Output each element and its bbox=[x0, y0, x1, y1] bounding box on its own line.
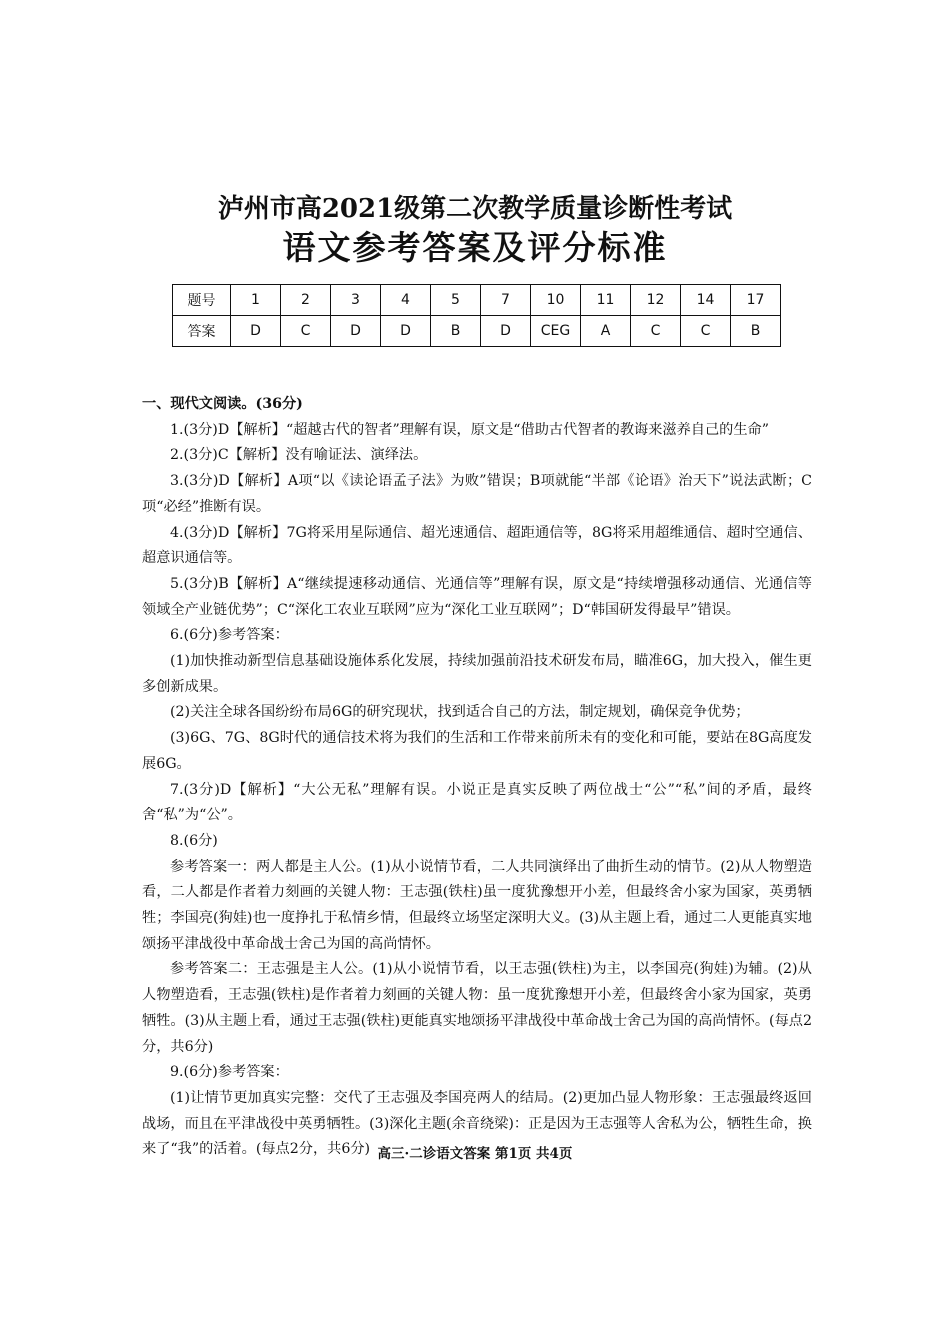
question-number: 10 bbox=[531, 285, 581, 316]
answer-cell: D bbox=[331, 316, 381, 347]
question-number: 5 bbox=[431, 285, 481, 316]
row-label-answer: 答案 bbox=[173, 316, 231, 347]
answer-paragraph: (2)关注全球各国纷纷布局6G的研究现状，找到适合自己的方法，制定规划，确保竞争优势； bbox=[170, 704, 750, 721]
answer-paragraph: (1)让情节更加真实完整：交代了王志强及李国亮两人的结局。(2)更加凸显人物形象：王志强最终返回战场，而且在平津战役中英勇牺牲。(3)深化主题(余音绕梁)：正是因为王志强等人舍私为公，牺牲生命，换来了“我”的活着。(每点2分，共6分) bbox=[142, 1089, 812, 1158]
question-number: 3 bbox=[331, 285, 381, 316]
answer-cell: A bbox=[581, 316, 631, 347]
answer-paragraph: (1)加快推动新型信息基础设施体系化发展，持续加强前沿技术研发布局，瞄准6G，加大投入，催生更多创新成果。 bbox=[142, 653, 812, 695]
answer-paragraph: 3.(3分)D【解析】A项“以《读论语孟子法》为败”错误；B项就能“半部《论语》治天下”说法武断；C项“必经”推断有误。 bbox=[142, 473, 812, 515]
answer-paragraph: 参考答案一：两人都是主人公。(1)从小说情节看，二人共同演绎出了曲折生动的情节。(2)从人物塑造看，二人都是作者着力刻画的关键人物：王志强(铁柱)虽一度犹豫想开小差，但最终舍小家为国家，英勇牺牲；李国亮(狗娃)也一度挣扎于私情乡情，但最终立场坚定深明大义。(3)从主题上看，通过二人更能真实地颂扬平津战役中革命战士舍己为国的高尚情怀。 bbox=[142, 858, 812, 952]
section-heading: 一、现代文阅读。(36分) bbox=[142, 396, 303, 412]
answer-cell: D bbox=[481, 316, 531, 347]
answer-cell: C bbox=[281, 316, 331, 347]
question-number: 17 bbox=[731, 285, 781, 316]
answer-paragraph: 6.(6分)参考答案： bbox=[170, 627, 289, 644]
answer-cell: D bbox=[381, 316, 431, 347]
answer-paragraph: 1.(3分)D【解析】“超越古代的智者”理解有误，原文是“借助古代智者的教诲来滋养自己的生命” bbox=[170, 421, 769, 438]
answer-cell: B bbox=[731, 316, 781, 347]
answer-explanations bbox=[142, 392, 812, 1163]
question-number: 4 bbox=[381, 285, 431, 316]
answer-paragraph: 7.(3分)D【解析】“大公无私”理解有误。小说正是真实反映了两位战士“公”“私”间的矛盾，最终舍“私”为“公”。 bbox=[142, 781, 812, 824]
question-number: 12 bbox=[631, 285, 681, 316]
answer-cell: B bbox=[431, 316, 481, 347]
answer-cell: D bbox=[231, 316, 281, 347]
exam-title: 泸州市高2021级第二次教学质量诊断性考试 bbox=[217, 194, 733, 224]
answer-key-title: 语文参考答案及评分标准 bbox=[282, 228, 668, 267]
question-number: 14 bbox=[681, 285, 731, 316]
answer-row bbox=[173, 316, 781, 347]
answer-cell: C bbox=[631, 316, 681, 347]
answer-cell: CEG bbox=[531, 316, 581, 347]
question-number: 7 bbox=[481, 285, 531, 316]
page-footer: 高三·二诊语文答案 第1页 共4页 bbox=[377, 1146, 573, 1162]
question-number: 11 bbox=[581, 285, 631, 316]
row-label-number: 题号 bbox=[173, 285, 231, 316]
answer-paragraph: 4.(3分)D【解析】7G将采用星际通信、超光速通信、超距通信等，8G将采用超维通信、超时空通信、超意识通信等。 bbox=[142, 524, 812, 567]
answer-cell: C bbox=[681, 316, 731, 347]
answer-paragraph: (3)6G、7G、8G时代的通信技术将为我们的生活和工作带来前所未有的变化和可能，要站在8G高度发展6G。 bbox=[142, 730, 812, 772]
answer-paragraph: 9.(6分)参考答案： bbox=[170, 1064, 289, 1081]
answer-paragraph: 8.(6分) bbox=[170, 832, 218, 849]
question-number: 2 bbox=[281, 285, 331, 316]
answer-paragraph: 参考答案二：王志强是主人公。(1)从小说情节看，以王志强(铁柱)为主，以李国亮(狗娃)为辅。(2)从人物塑造看，王志强(铁柱)是作者着力刻画的关键人物：虽一度犹豫想开小差，但最终舍小家为国家，英勇牺牲。(3)从主题上看，通过王志强(铁柱)更能真实地颂扬平津战役中革命战士舍己为国的高尚情怀。(每点2分，共6分) bbox=[142, 961, 812, 1055]
question-number: 1 bbox=[231, 285, 281, 316]
answer-paragraph: 5.(3分)B【解析】A“继续提速移动通信、光通信等”理解有误，原文是“持续增强移动通信、光通信等领域全产业链优势”；C“深化工农业互联网”应为“深化工业互联网”；D“韩国研发得最早”错误。 bbox=[142, 575, 812, 618]
question-number-row bbox=[173, 285, 781, 316]
answer-paragraph: 2.(3分)C【解析】没有喻证法、演绎法。 bbox=[170, 447, 428, 464]
answer-table bbox=[172, 284, 781, 347]
